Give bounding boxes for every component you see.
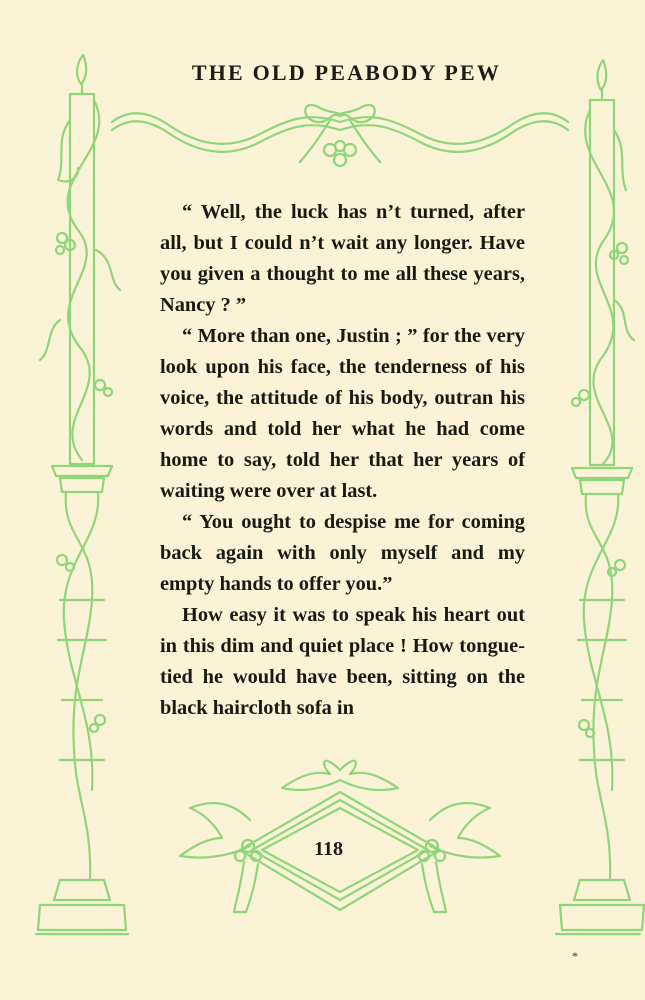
left-candle-ornament [36, 55, 128, 934]
page-number: 118 [314, 838, 343, 860]
paragraph: “ You ought to despise me for coming back again with only myself and my empty hands to offer you.” [160, 511, 525, 595]
paragraph: “ More than one, Justin ; ” for the very look upon his face, the tenderness of his voice, the attitude of his body, outran his words and told her what he had come home to say, told her that her years of waiting were over at last. [160, 325, 525, 502]
top-ribbon-garland [112, 105, 568, 166]
corner-mark: * [572, 949, 578, 963]
right-candle-ornament [556, 60, 644, 934]
body-text [160, 197, 525, 724]
paragraph: “ Well, the luck has n’t turned, after all, but I could n’t wait any longer. Have you given a thought to me all these years, Nancy ? ” [160, 201, 525, 316]
paragraph: How easy it was to speak his heart out in this dim and quiet place ! How tongue-tied he would have been, sitting on the black haircloth sofa in [160, 604, 525, 719]
bottom-cartouche [180, 761, 500, 912]
running-head-title: THE OLD PEABODY PEW [191, 60, 502, 85]
